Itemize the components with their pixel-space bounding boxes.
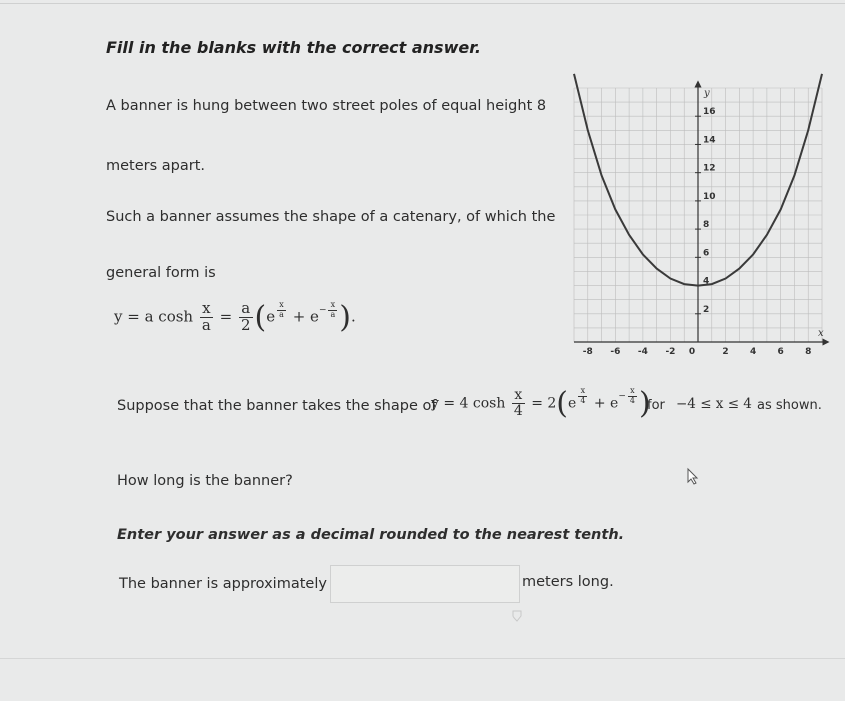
answer-suffix: meters long. xyxy=(522,574,614,590)
bottom-divider xyxy=(0,658,845,659)
y-tick-label: 4 xyxy=(703,276,710,287)
y-tick-label: 6 xyxy=(703,248,710,259)
x-tick-label: 8 xyxy=(805,347,812,357)
formula-lhs: y = a cosh xyxy=(114,307,194,326)
catenary-graph xyxy=(560,80,830,357)
y-tick-label: 12 xyxy=(703,163,716,174)
formula-fraction: $\frac{x}{a}$ xyxy=(201,299,211,334)
question-text: How long is the banner? xyxy=(117,473,293,489)
general-formula xyxy=(114,300,356,335)
formula-equals: = xyxy=(219,307,233,326)
instruction-text: Enter your answer as a decimal rounded to the nearest tenth. xyxy=(117,527,625,543)
question-heading: Fill in the blanks with the correct answer. xyxy=(106,38,481,57)
x-tick-label: -6 xyxy=(610,347,621,357)
intro-line-1: A banner is hung between two street poles of equal height 8 xyxy=(106,98,547,114)
y-tick-label: 8 xyxy=(703,220,710,231)
formula-period: . xyxy=(350,307,356,326)
domain-range: −4 ≤ x ≤ 4 xyxy=(676,396,752,412)
y-tick-label: 2 xyxy=(703,304,710,315)
x-tick-label: -2 xyxy=(665,347,676,357)
x-tick-label: 4 xyxy=(749,347,757,357)
intro-line-2: meters apart. xyxy=(106,158,206,174)
formula-coefficient: $\frac{a}{2}$ xyxy=(240,299,251,334)
mouse-pointer-icon xyxy=(686,468,700,486)
exponent-2: − $\frac{x}{a}$ xyxy=(318,300,336,319)
x-tick-label: 0 xyxy=(688,347,696,357)
y-tick-label: 14 xyxy=(703,135,716,146)
intro-line-3: Such a banner assumes the shape of a catenary, of which the xyxy=(106,209,556,225)
y-tick-label: 16 xyxy=(703,107,716,118)
exp-base-2: e xyxy=(310,307,319,326)
shield-icon xyxy=(512,610,522,622)
left-paren: ( xyxy=(254,300,267,335)
top-divider xyxy=(0,3,845,4)
right-paren: ) xyxy=(339,300,351,335)
specific-formula: y = 4 cosh $\frac{x}{4}$ = 2(e $\frac{x}{4}$ + e− $\frac{x}{4}$ ) xyxy=(431,386,651,421)
x-tick-label: -8 xyxy=(582,347,593,357)
for-text: for xyxy=(647,398,665,413)
graph-axes xyxy=(574,84,826,342)
answer-prefix: The banner is approximately xyxy=(119,576,327,592)
x-axis-label: x xyxy=(818,328,824,339)
x-tick-label: -4 xyxy=(637,347,648,357)
answer-input[interactable] xyxy=(330,565,520,603)
exp-base-1: e xyxy=(266,307,276,326)
x-tick-label: 2 xyxy=(722,347,729,357)
suppose-prefix: Suppose that the banner takes the shape of xyxy=(117,398,437,414)
intro-line-4: general form is xyxy=(106,265,216,281)
x-tick-label: 6 xyxy=(777,347,784,357)
suppose-suffix: as shown. xyxy=(757,398,822,413)
plus-sign: + xyxy=(292,307,306,326)
y-tick-label: 10 xyxy=(703,191,716,202)
y-axis-label: y xyxy=(704,88,710,99)
exponent-1: $\frac{x}{a}$ xyxy=(279,300,284,319)
